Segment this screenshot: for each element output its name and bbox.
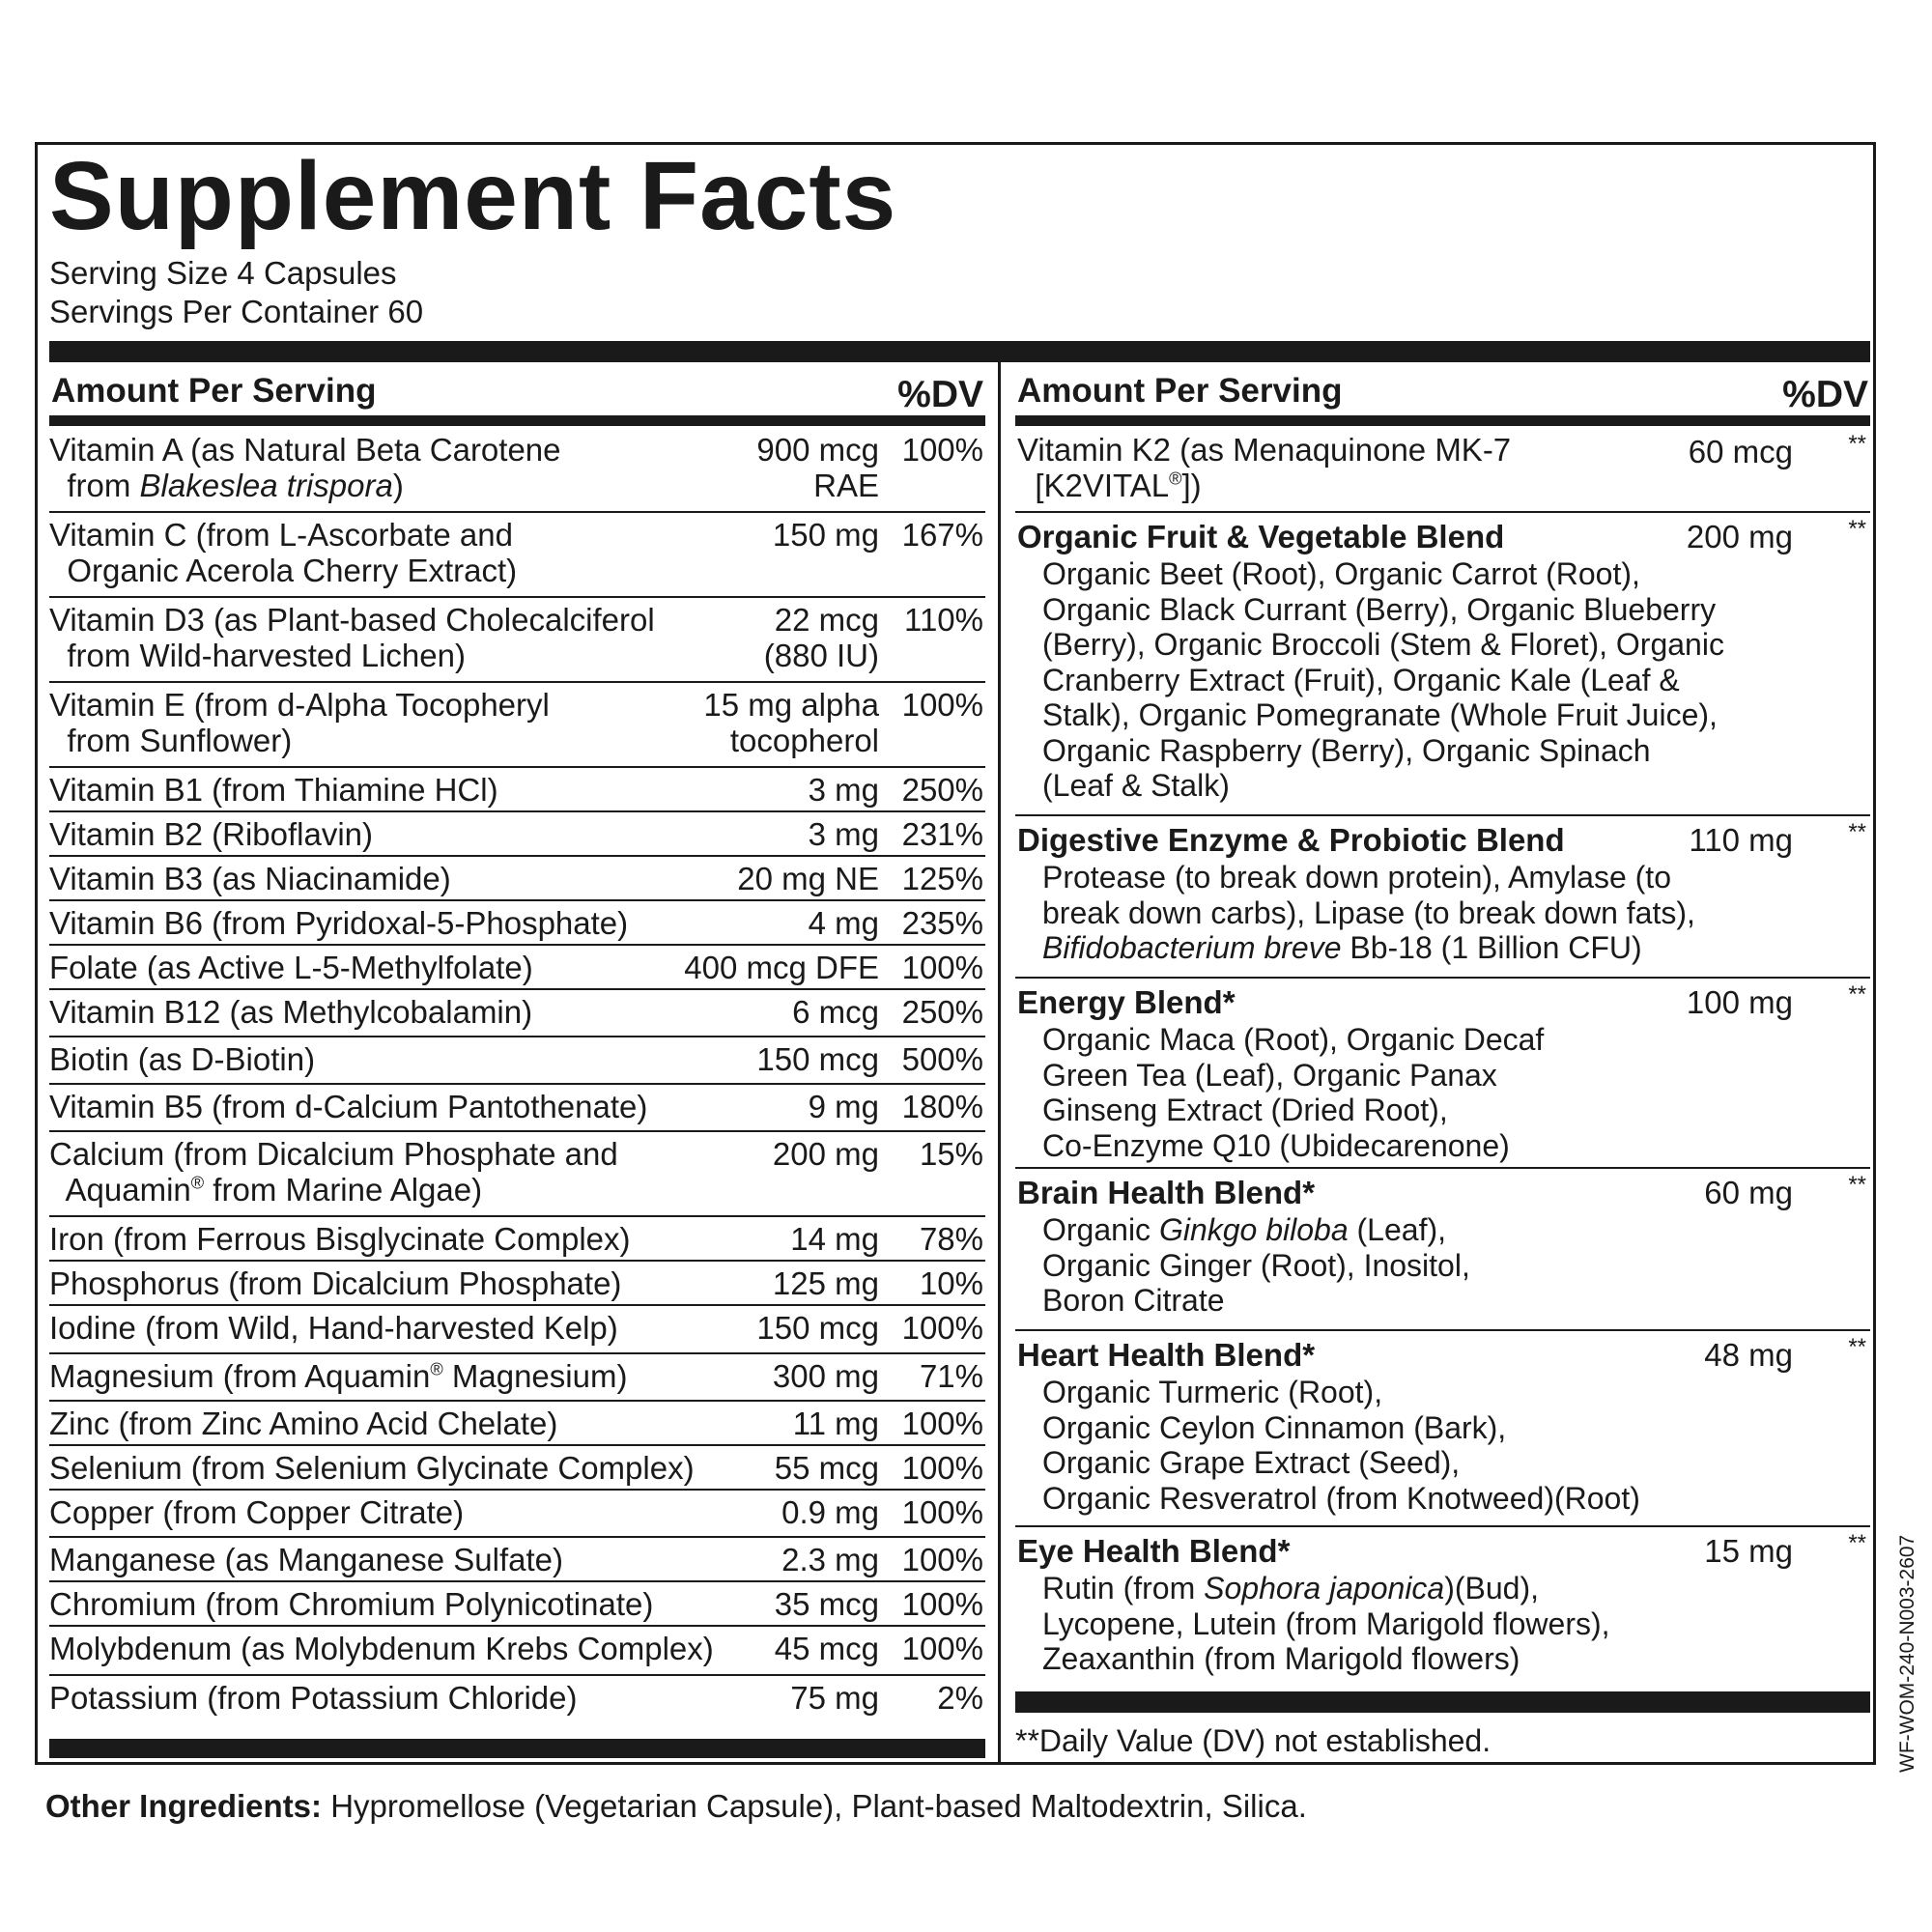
nutrient-dv: 110%	[904, 602, 983, 638]
nutrient-dv: 100%	[901, 1310, 983, 1346]
right-header-rule	[1015, 415, 1870, 426]
column-divider	[998, 362, 1001, 1765]
dv-not-established-mark: **	[1848, 819, 1866, 845]
blend-amount: 60 mg	[1704, 1175, 1793, 1210]
nutrient-row	[49, 1627, 985, 1676]
left-bottom-rule	[49, 1739, 985, 1758]
blend-row	[1015, 513, 1870, 816]
nutrient-dv: 100%	[901, 1406, 983, 1441]
blend-ingredients: Protease (to break down protein), Amylase (to break down carbs), Lipase (to break down fats), Bifidobacterium breve Bb-18 (1 Billion CFU)	[1042, 860, 1695, 965]
blend-row	[1015, 979, 1870, 1169]
nutrient-amount: 60 mcg	[1688, 434, 1793, 469]
nutrient-amount: 300 mg	[772, 1358, 879, 1394]
nutrient-dv: 100%	[901, 1586, 983, 1622]
nutrient-dv: 250%	[901, 994, 983, 1030]
nutrient-dv: 100%	[901, 432, 983, 468]
nutrient-amount: 150 mcg	[756, 1310, 879, 1346]
nutrient-name: Molybdenum (as Molybdenum Krebs Complex)	[49, 1631, 714, 1666]
nutrient-row	[49, 946, 985, 990]
nutrient-row	[49, 1491, 985, 1538]
nutrient-name: Vitamin B5 (from d-Calcium Pantothenate)	[49, 1089, 648, 1124]
nutrient-dv: 180%	[901, 1089, 983, 1124]
nutrient-dv: 250%	[901, 772, 983, 808]
blend-amount: 48 mg	[1704, 1337, 1793, 1373]
nutrient-name: Calcium (from Dicalcium Phosphate and Aquamin® from Marine Algae)	[49, 1136, 618, 1208]
amount-per-serving-label: Amount Per Serving	[1017, 372, 1343, 410]
nutrient-row	[49, 1132, 985, 1217]
blend-amount: 110 mg	[1689, 822, 1793, 858]
panel-title: Supplement Facts	[49, 142, 897, 250]
nutrient-dv: 100%	[901, 950, 983, 985]
nutrient-name: Biotin (as D-Biotin)	[49, 1041, 316, 1077]
blend-row	[1015, 1169, 1870, 1331]
nutrient-amount: 400 mcg DFE	[684, 950, 879, 985]
nutrient-amount: 55 mcg	[774, 1450, 879, 1486]
blend-ingredients: Organic Turmeric (Root), Organic Ceylon Cinnamon (Bark), Organic Grape Extract (Seed), Organic Resveratrol (from Knotweed)(Root)	[1042, 1375, 1640, 1516]
nutrient-name: Copper (from Copper Citrate)	[49, 1494, 465, 1530]
nutrient-dv: 100%	[901, 1542, 983, 1577]
blend-name: Organic Fruit & Vegetable Blend	[1017, 519, 1505, 554]
nutrient-row	[49, 1402, 985, 1446]
serving-size: Serving Size 4 Capsules	[49, 255, 397, 291]
blend-row	[1015, 816, 1870, 979]
nutrient-amount: 35 mcg	[774, 1586, 879, 1622]
nutrient-dv: 2%	[937, 1680, 983, 1716]
blend-row	[1015, 1527, 1870, 1687]
nutrient-row	[49, 1676, 985, 1734]
nutrient-name: Zinc (from Zinc Amino Acid Chelate)	[49, 1406, 558, 1441]
dv-not-established-mark: **	[1848, 981, 1866, 1008]
nutrient-amount: 11 mg	[792, 1406, 879, 1441]
blend-name: Digestive Enzyme & Probiotic Blend	[1017, 822, 1565, 858]
nutrient-name: Phosphorus (from Dicalcium Phosphate)	[49, 1265, 622, 1301]
nutrient-name: Potassium (from Potassium Chloride)	[49, 1680, 578, 1716]
blend-name: Eye Health Blend*	[1017, 1533, 1291, 1569]
nutrient-dv: 10%	[919, 1265, 983, 1301]
product-code: WF-WOM-240-N003-2607	[1896, 1534, 1918, 1773]
nutrient-dv: 500%	[901, 1041, 983, 1077]
nutrient-row	[49, 513, 985, 598]
nutrient-name: Vitamin C (from L-Ascorbate and Organic Acerola Cherry Extract)	[49, 517, 518, 588]
nutrient-amount: 75 mg	[790, 1680, 879, 1716]
nutrient-amount: 150 mg	[772, 517, 879, 553]
nutrient-amount: 14 mg	[790, 1221, 879, 1257]
dv-label: %DV	[897, 374, 983, 415]
blend-ingredients: Rutin (from Sophora japonica)(Bud), Lycopene, Lutein (from Marigold flowers), Zeaxanthin (from Marigold flowers)	[1042, 1571, 1610, 1676]
other-ingredients	[45, 1785, 1307, 1828]
nutrient-row	[49, 768, 985, 812]
dv-not-established-mark: **	[1848, 1334, 1866, 1360]
nutrient-row	[49, 990, 985, 1037]
nutrient-name: Vitamin B1 (from Thiamine HCl)	[49, 772, 498, 808]
servings-per-container: Servings Per Container 60	[49, 294, 424, 329]
nutrient-name: Folate (as Active L-5-Methylfolate)	[49, 950, 533, 985]
nutrient-row	[49, 812, 985, 857]
blend-amount: 100 mg	[1686, 984, 1793, 1020]
nutrient-row	[49, 1446, 985, 1491]
nutrient-amount: 22 mcg (880 IU)	[763, 602, 879, 673]
nutrient-amount: 9 mg	[808, 1089, 879, 1124]
nutrient-row	[49, 1217, 985, 1262]
nutrient-dv: 71%	[919, 1358, 983, 1394]
nutrient-dv: 78%	[919, 1221, 983, 1257]
dv-not-established-mark: **	[1848, 431, 1866, 457]
nutrient-amount: 150 mcg	[756, 1041, 879, 1077]
nutrient-dv: 100%	[901, 1450, 983, 1486]
nutrient-amount: 200 mg	[772, 1136, 879, 1172]
blend-ingredients: Organic Ginkgo biloba (Leaf), Organic Ginger (Root), Inositol, Boron Citrate	[1042, 1212, 1470, 1318]
nutrient-row	[49, 901, 985, 946]
blend-name: Brain Health Blend*	[1017, 1175, 1316, 1210]
nutrient-row	[49, 683, 985, 768]
nutrient-row	[49, 1354, 985, 1402]
nutrient-name: Selenium (from Selenium Glycinate Complex)	[49, 1450, 695, 1486]
right-column-header	[1015, 369, 1870, 413]
nutrient-name: Iron (from Ferrous Bisglycinate Complex)	[49, 1221, 631, 1257]
nutrient-row	[49, 1538, 985, 1582]
dv-not-established-mark: **	[1848, 1172, 1866, 1198]
nutrient-dv: 235%	[901, 905, 983, 941]
blend-name: Energy Blend*	[1017, 984, 1236, 1020]
nutrient-amount: 0.9 mg	[781, 1494, 879, 1530]
nutrient-dv: 125%	[901, 861, 983, 896]
nutrient-dv: 100%	[901, 687, 983, 723]
nutrient-name: Vitamin A (as Natural Beta Carotene from Blakeslea trispora)	[49, 432, 561, 503]
nutrient-dv: 167%	[901, 517, 983, 553]
nutrient-amount: 20 mg NE	[737, 861, 879, 896]
nutrient-name: Manganese (as Manganese Sulfate)	[49, 1542, 563, 1577]
nutrient-name: Vitamin D3 (as Plant-based Cholecalciferol from Wild-harvested Lichen)	[49, 602, 655, 673]
nutrient-name: Magnesium (from Aquamin® Magnesium)	[49, 1358, 628, 1394]
nutrient-row	[49, 598, 985, 683]
nutrient-row	[49, 857, 985, 901]
blend-name: Heart Health Blend*	[1017, 1337, 1316, 1373]
amount-per-serving-label: Amount Per Serving	[51, 372, 377, 410]
nutrient-name: Vitamin K2 (as Menaquinone MK-7 [K2VITAL®])	[1017, 432, 1512, 503]
nutrient-name: Iodine (from Wild, Hand-harvested Kelp)	[49, 1310, 618, 1346]
nutrient-amount: 3 mg	[808, 816, 879, 852]
blend-row	[1015, 1331, 1870, 1527]
other-ingredients-label: Other Ingredients:	[45, 1788, 323, 1824]
dv-footnote: **Daily Value (DV) not established.	[1015, 1723, 1492, 1758]
nutrient-amount: 3 mg	[808, 772, 879, 808]
nutrient-row	[49, 1037, 985, 1085]
left-column-header	[49, 369, 985, 413]
blend-amount: 15 mg	[1704, 1533, 1793, 1569]
nutrient-amount: 2.3 mg	[781, 1542, 879, 1577]
dv-label: %DV	[1782, 374, 1868, 415]
blend-ingredients: Organic Maca (Root), Organic Decaf Green Tea (Leaf), Organic Panax Ginseng Extract (Dried Root), Co-Enzyme Q10 (Ubidecarenone)	[1042, 1022, 1545, 1163]
right-bottom-rule	[1015, 1691, 1870, 1713]
nutrient-name: Vitamin B12 (as Methylcobalamin)	[49, 994, 533, 1030]
nutrient-row	[1015, 428, 1870, 513]
nutrient-name: Vitamin E (from d-Alpha Tocopheryl from Sunflower)	[49, 687, 550, 758]
nutrient-amount: 900 mcg RAE	[756, 432, 879, 503]
nutrient-dv: 100%	[901, 1494, 983, 1530]
blend-ingredients: Organic Beet (Root), Organic Carrot (Root), Organic Black Currant (Berry), Organic Blueberry (Berry), Organic Broccoli (Stem & Floret), Organic Cranberry Extract (Fruit), Organic Kale (Leaf & Stalk), Organic Pomegranate (Whole Fruit Juice), Organic Raspberry (Berry), Organic Spinach (Leaf & Stalk)	[1042, 556, 1724, 803]
left-header-rule	[49, 415, 985, 426]
nutrient-amount: 15 mg alpha tocopherol	[703, 687, 879, 758]
dv-not-established-mark: **	[1848, 1530, 1866, 1556]
nutrient-amount: 125 mg	[772, 1265, 879, 1301]
header-rule	[49, 341, 1870, 362]
nutrient-name: Chromium (from Chromium Polynicotinate)	[49, 1586, 654, 1622]
nutrient-amount: 45 mcg	[774, 1631, 879, 1666]
other-ingredients-text: Hypromellose (Vegetarian Capsule), Plant-based Maltodextrin, Silica.	[322, 1788, 1307, 1824]
nutrient-row	[49, 1262, 985, 1306]
nutrient-dv: 231%	[901, 816, 983, 852]
nutrient-dv: 15%	[919, 1136, 983, 1172]
nutrient-name: Vitamin B2 (Riboflavin)	[49, 816, 374, 852]
nutrient-dv: 100%	[901, 1631, 983, 1666]
nutrient-row	[49, 428, 985, 513]
dv-not-established-mark: **	[1848, 516, 1866, 542]
nutrient-row	[49, 1306, 985, 1354]
nutrient-row	[49, 1085, 985, 1132]
nutrient-amount: 4 mg	[808, 905, 879, 941]
nutrient-name: Vitamin B3 (as Niacinamide)	[49, 861, 451, 896]
nutrient-name: Vitamin B6 (from Pyridoxal-5-Phosphate)	[49, 905, 629, 941]
nutrient-row	[49, 1582, 985, 1627]
blend-amount: 200 mg	[1686, 519, 1793, 554]
nutrient-amount: 6 mcg	[792, 994, 879, 1030]
